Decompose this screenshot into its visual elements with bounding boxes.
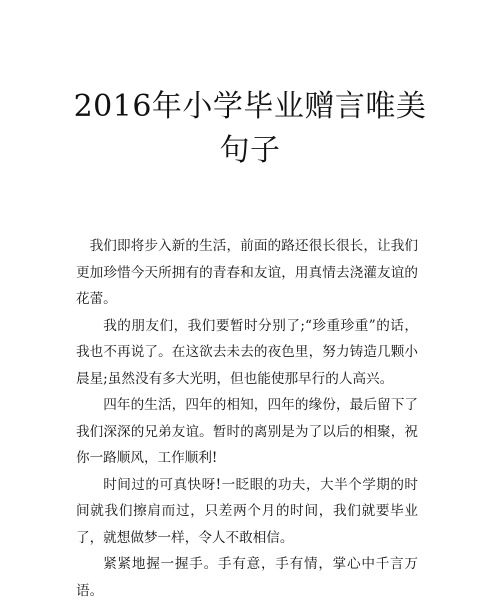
document-body	[76, 233, 418, 604]
document-title: 2016年小学毕业赠言唯美句子	[73, 89, 427, 168]
paragraph: 我的朋友们，我们要暂时分别了;“珍重珍重”的话，我也不再说了。在这欲去未去的夜色里，努力铸造几颗小晨星;虽然没有多大光明，但也能使那早行的人高兴。	[76, 317, 418, 387]
paragraph: 时间过的可真快呀!一眨眼的功夫，大半个学期的时间就我们擦肩而过，只差两个月的时间，我们就要毕业了，就想做梦一样，令人不敢相信。	[76, 476, 418, 546]
paragraph: 我们即将步入新的生活，前面的路还很长很长，让我们更加珍惜今天所拥有的青春和友谊，用真情去浇灌友谊的花蕾。	[76, 238, 418, 307]
paragraph: 紧紧地握一握手。手有意，手有情，掌心中千言万语。	[76, 556, 418, 599]
paragraph: 四年的生活，四年的相知，四年的缘份，最后留下了我们深深的兄弟友谊。暂时的离别是为了以后的相聚，祝你一路顺风，工作顺利!	[76, 397, 418, 466]
